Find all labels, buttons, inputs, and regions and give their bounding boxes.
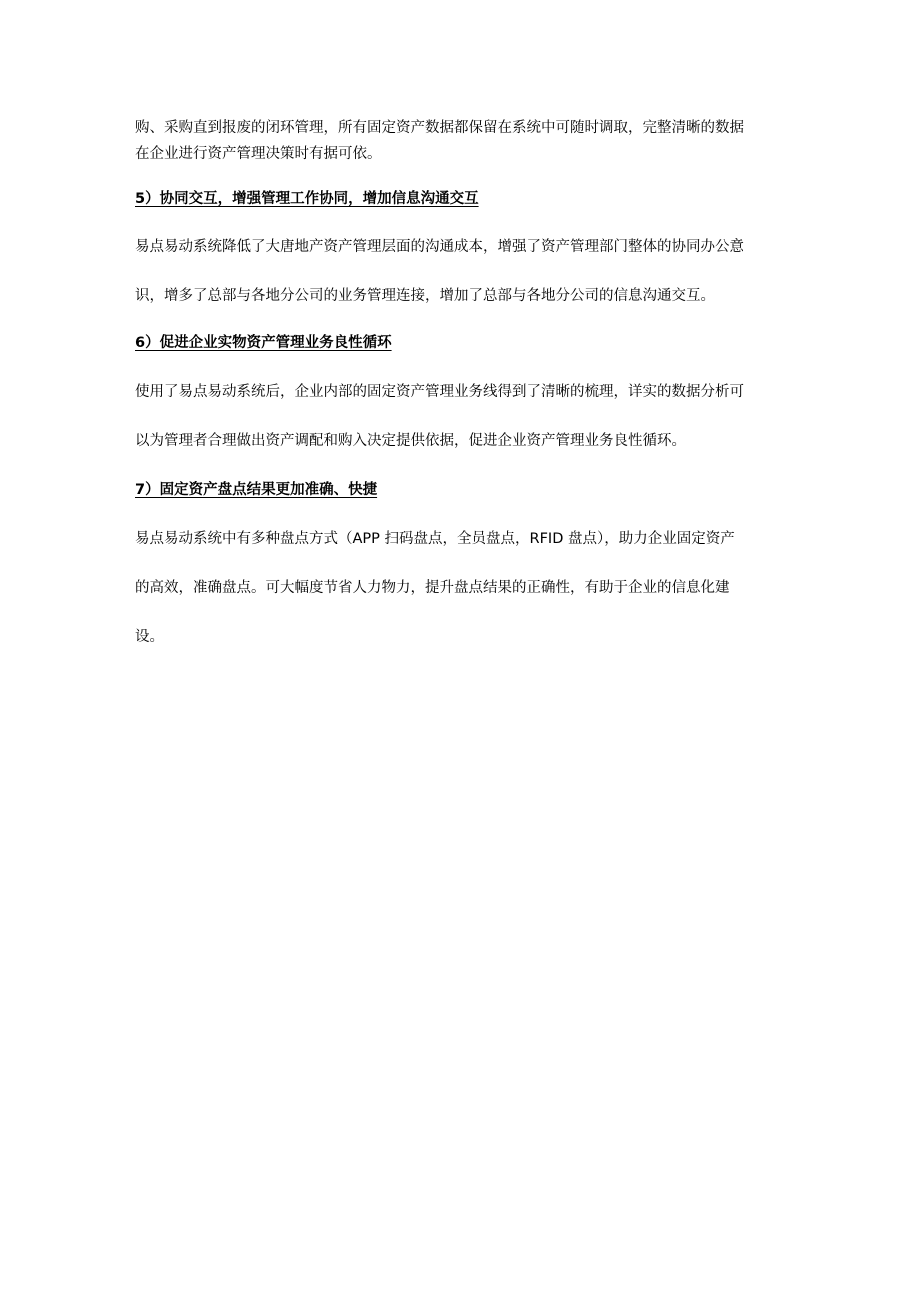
section-6-paragraph-line-2: 以为管理者合理做出资产调配和购入决定提供依据，促进企业资产管理业务良性循环。 — [135, 433, 686, 449]
section-6-paragraph-line-1: 使用了易点易动系统后，企业内部的固定资产管理业务线得到了清晰的梳理，详实的数据分析可 — [135, 384, 744, 400]
section-7-paragraph-line-3: 设。 — [135, 629, 164, 645]
section-7-paragraph-line-1: 易点易动系统中有多种盘点方式（APP 扫码盘点，全员盘点，RFID 盘点），助力企业固定资产 — [135, 531, 735, 547]
section-6-heading: 6）促进企业实物资产管理业务良性循环 — [135, 335, 392, 351]
intro-paragraph-line-1: 购、采购直到报废的闭环管理，所有固定资产数据都保留在系统中可随时调取，完整清晰的数据 — [135, 120, 744, 136]
section-7-heading: 7）固定资产盘点结果更加准确、快捷 — [135, 482, 378, 498]
intro-paragraph-line-2: 在企业进行资产管理决策时有据可依。 — [135, 146, 382, 162]
section-7-paragraph-line-2: 的高效，准确盘点。可大幅度节省人力物力，提升盘点结果的正确性，有助于企业的信息化建 — [135, 580, 730, 596]
section-5-paragraph-line-1: 易点易动系统降低了大唐地产资产管理层面的沟通成本，增强了资产管理部门整体的协同办公意 — [135, 239, 744, 255]
section-5-paragraph-line-2: 识，增多了总部与各地分公司的业务管理连接，增加了总部与各地分公司的信息沟通交互。 — [135, 288, 715, 304]
section-5-heading: 5）协同交互，增强管理工作协同，增加信息沟通交互 — [135, 191, 479, 207]
